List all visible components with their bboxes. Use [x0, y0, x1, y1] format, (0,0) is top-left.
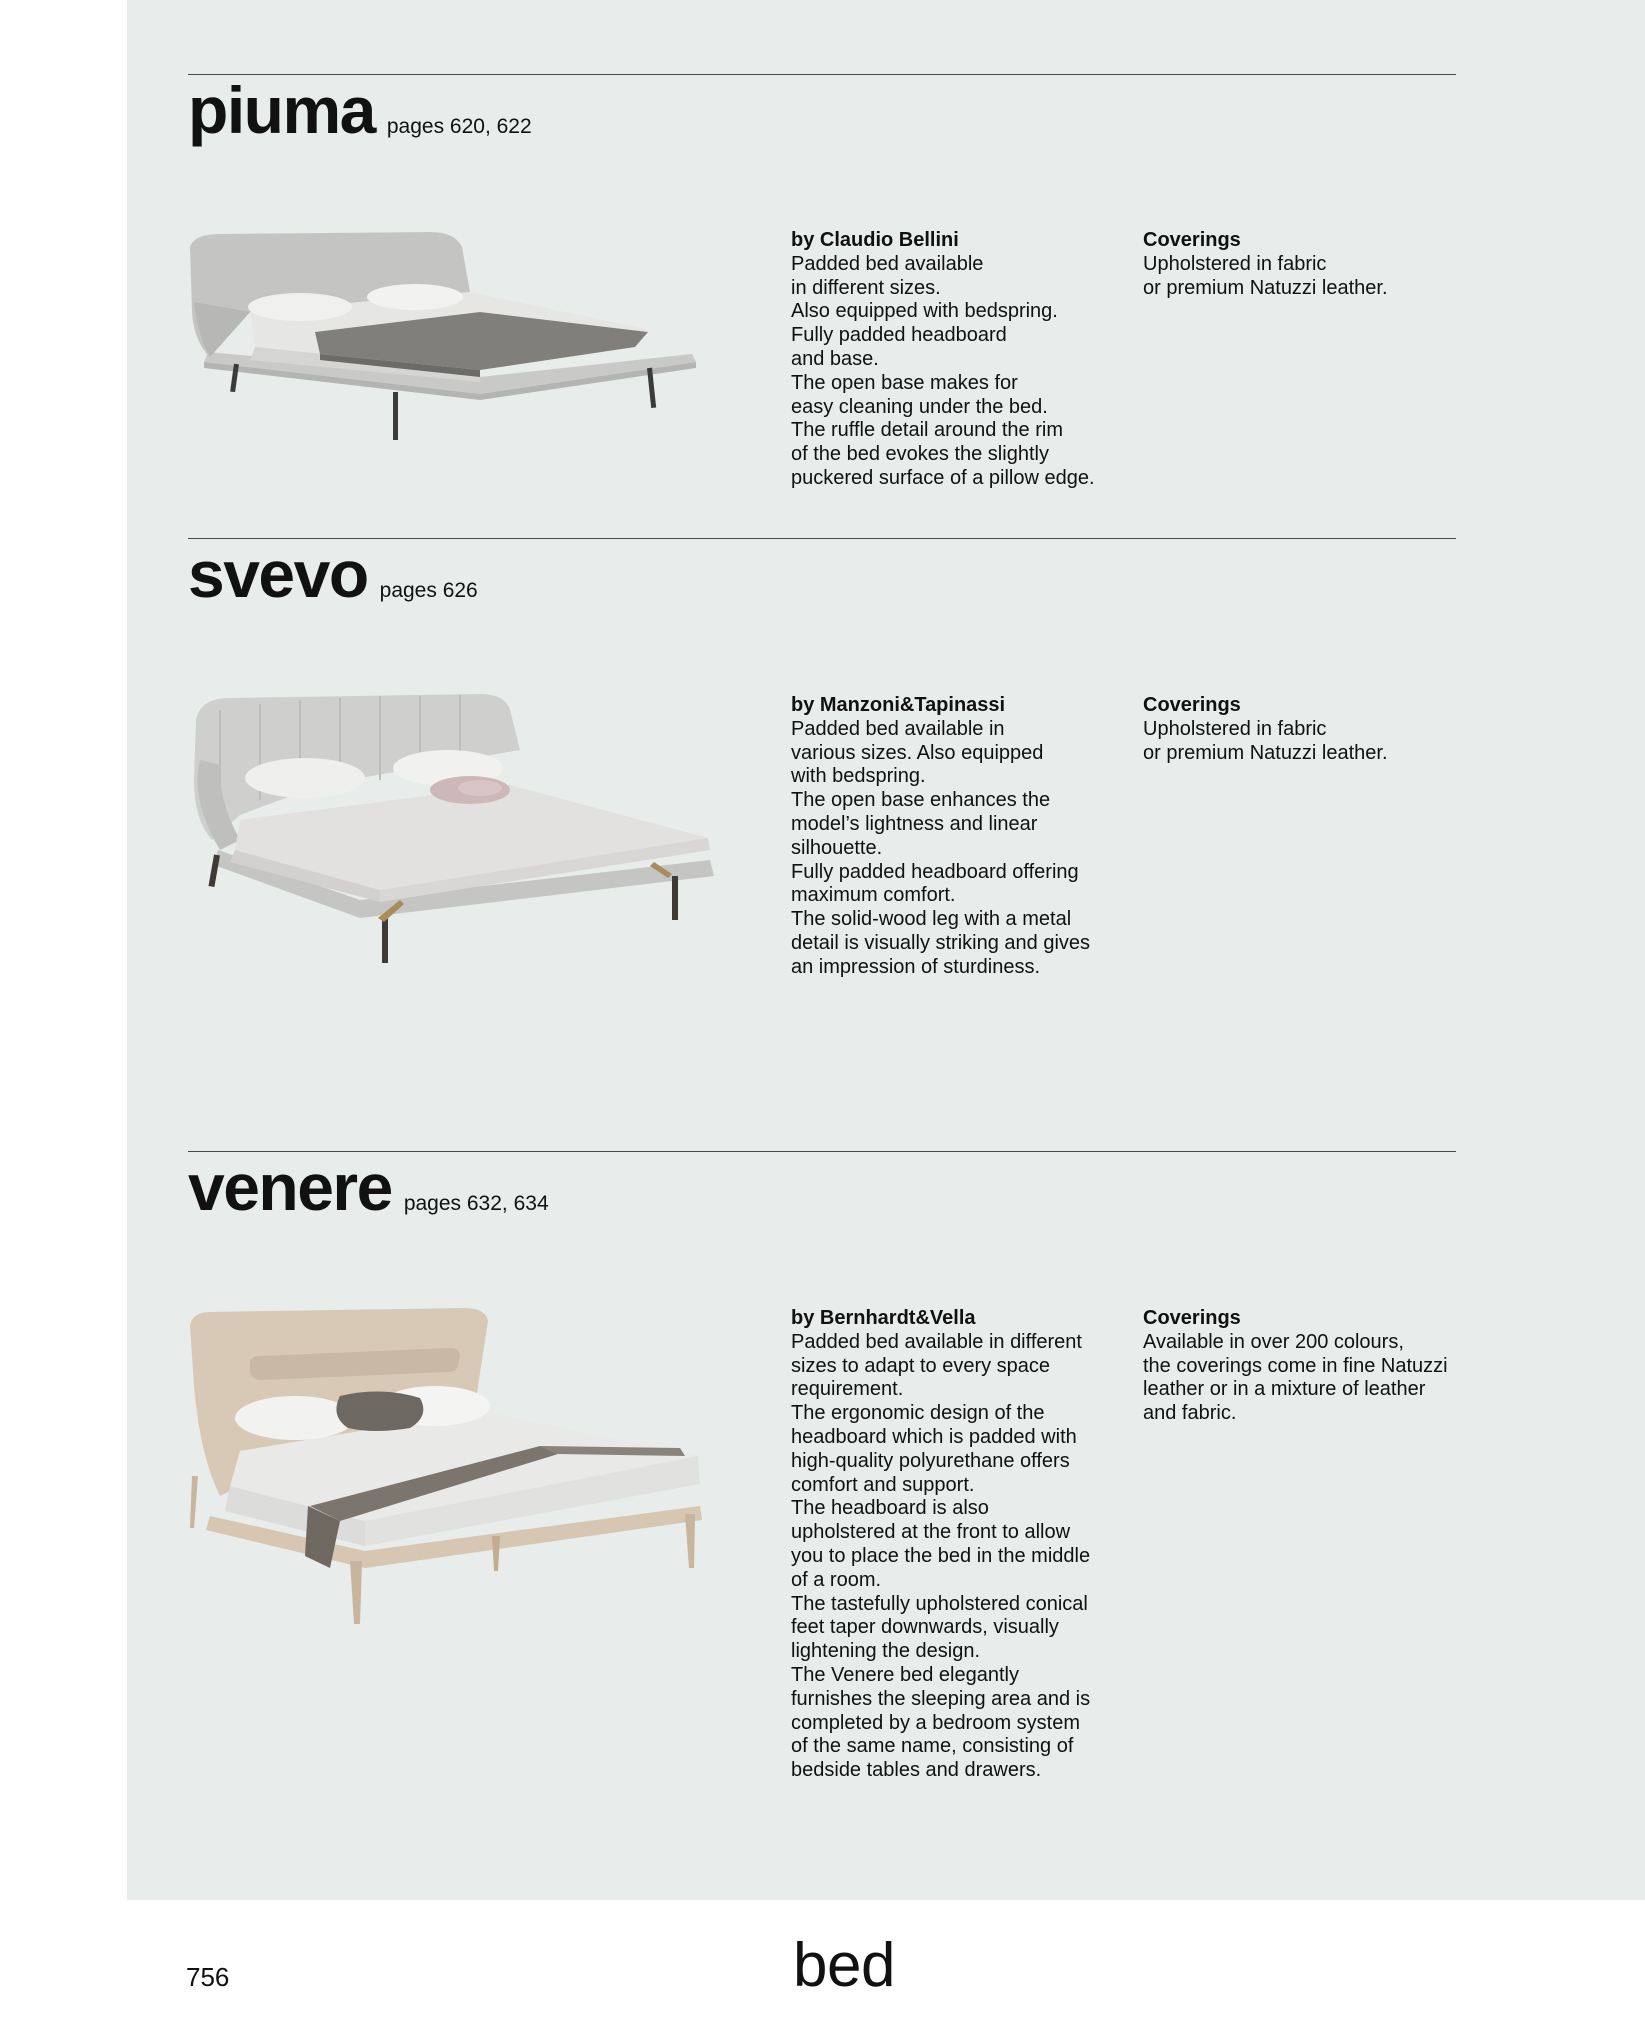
description-line: headboard which is padded with [791, 1425, 1077, 1448]
description-line: furnishes the sleeping area and is [791, 1687, 1091, 1710]
coverings-line: and fabric. [1143, 1402, 1237, 1425]
category-label: bed [793, 1931, 895, 2000]
designer-credit: by Bernhardt&Vella [791, 1307, 976, 1329]
designer-credit: by Manzoni&Tapinassi [791, 694, 1006, 716]
description-line: The headboard is also [791, 1497, 989, 1520]
description-line: high-quality polyurethane offers [791, 1449, 1070, 1472]
description-line: The solid-wood leg with a metal [791, 908, 1072, 931]
description-line: Fully padded headboard [791, 324, 1007, 347]
designer-credit: by Claudio Bellini [791, 229, 959, 251]
coverings-title: Coverings [1143, 1307, 1241, 1329]
section-header [188, 536, 478, 612]
description-line: The open base makes for [791, 371, 1018, 394]
section-header [188, 72, 532, 148]
description-line: The ergonomic design of the [791, 1402, 1045, 1425]
description-line: completed by a bedroom system [791, 1711, 1081, 1734]
description-line: an impression of sturdiness. [791, 955, 1041, 978]
description-line: sizes to adapt to every space [791, 1354, 1051, 1377]
product-title: venere [188, 1150, 392, 1224]
description-line: and base. [791, 347, 879, 370]
description-line: model’s lightness and linear [791, 812, 1038, 835]
product-title: svevo [188, 537, 368, 611]
description-line: of a room. [791, 1568, 882, 1591]
description-line: with bedspring. [791, 765, 926, 788]
description-line: Padded bed available in different [791, 1330, 1082, 1353]
description-line: The Venere bed elegantly [791, 1663, 1019, 1686]
description-line: various sizes. Also equipped [791, 741, 1044, 764]
description-line: bedside tables and drawers. [791, 1759, 1042, 1782]
description-line: detail is visually striking and gives [791, 931, 1091, 954]
description-line: The tastefully upholstered conical [791, 1592, 1088, 1615]
description-line: lightening the design. [791, 1640, 981, 1663]
description-line: comfort and support. [791, 1473, 975, 1496]
description-line: Padded bed available in [791, 717, 1005, 740]
coverings-line: Available in over 200 colours, [1143, 1330, 1404, 1353]
bed-image [180, 1306, 720, 1631]
description-line: puckered surface of a pillow edge. [791, 466, 1095, 489]
page-reference: pages 632, 634 [403, 1192, 549, 1215]
coverings-line: leather or in a mixture of leather [1143, 1378, 1426, 1401]
coverings-line: Upholstered in fabric [1143, 252, 1327, 275]
coverings-info [1143, 1307, 1463, 1426]
page-number: 756 [186, 1962, 230, 1992]
description-line: feet taper downwards, visually [791, 1616, 1059, 1639]
coverings-line: or premium Natuzzi leather. [1143, 741, 1388, 764]
description-line: Fully padded headboard offering [791, 860, 1079, 883]
description-line: requirement. [791, 1378, 904, 1401]
description-line: silhouette. [791, 836, 883, 859]
description-line: The open base enhances the [791, 789, 1051, 812]
description-line: upholstered at the front to allow [791, 1521, 1071, 1544]
description-line: of the same name, consisting of [791, 1735, 1074, 1758]
coverings-line: the coverings come in fine Natuzzi [1143, 1354, 1448, 1377]
coverings-title: Coverings [1143, 229, 1241, 251]
product-description [791, 229, 1131, 491]
description-line: Also equipped with bedspring. [791, 300, 1058, 323]
coverings-line: or premium Natuzzi leather. [1143, 276, 1388, 299]
page-reference: pages 620, 622 [386, 115, 532, 138]
coverings-line: Upholstered in fabric [1143, 717, 1327, 740]
section-header [188, 1149, 549, 1225]
description-line: in different sizes. [791, 276, 941, 299]
coverings-info [1143, 229, 1463, 300]
description-line: maximum comfort. [791, 884, 956, 907]
coverings-title: Coverings [1143, 694, 1241, 716]
description-line: easy cleaning under the bed. [791, 395, 1048, 418]
description-line: you to place the bed in the middle [791, 1544, 1091, 1567]
description-line: of the bed evokes the slightly [791, 443, 1049, 466]
product-description [791, 1307, 1131, 1783]
product-title: piuma [188, 73, 375, 147]
bed-image [180, 690, 720, 970]
description-line: Padded bed available [791, 252, 984, 275]
product-description [791, 694, 1131, 980]
description-line: The ruffle detail around the rim [791, 419, 1064, 442]
page-reference: pages 626 [379, 579, 478, 602]
bed-image [180, 222, 700, 447]
coverings-info [1143, 694, 1463, 765]
